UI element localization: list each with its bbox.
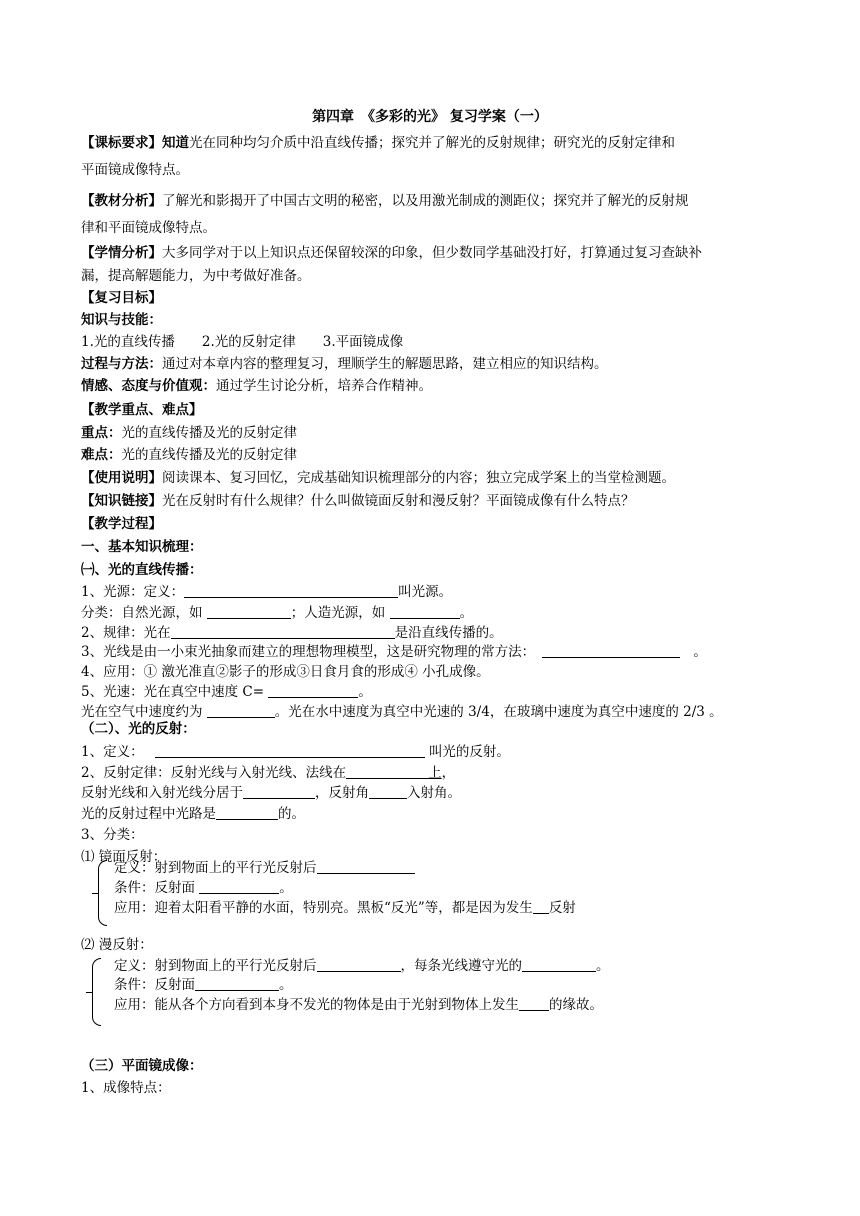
teaching-process-heading: 【教学过程】 bbox=[81, 516, 162, 532]
diffuse-reflection-heading: ⑵ 漫反射： bbox=[81, 937, 153, 953]
page-title: 第四章 《多彩的光》 复习学案（一） bbox=[312, 109, 548, 125]
specular-brace bbox=[98, 860, 107, 926]
blank-specular-result[interactable] bbox=[317, 860, 415, 874]
blank-reflection-definition[interactable] bbox=[155, 744, 425, 758]
knowledge-skills-label: 知识与技能： bbox=[81, 312, 162, 328]
specular-application: 应用：迎着太阳看平静的水面，特别亮。黑板“反光”等，都是因为发生 反射 bbox=[114, 900, 576, 916]
propagation-rule: 2、规律：光在 是沿直线传播的。 bbox=[81, 625, 503, 641]
blank-light-speed[interactable] bbox=[268, 684, 358, 698]
blank-natural-source[interactable] bbox=[207, 605, 291, 619]
classification-line: 3、分类： bbox=[81, 827, 144, 843]
blank-diffuse-surface[interactable] bbox=[195, 977, 279, 991]
student-analysis-line-1: 【学情分析】大多同学对于以上知识点还保留较深的印象，但少数同学基础没打好，打算通过复习查缺补 bbox=[81, 245, 702, 261]
blank-specular-type[interactable] bbox=[533, 900, 549, 914]
speed-of-light-vacuum: 5、光速：光在真空中速度 C= 。 bbox=[81, 684, 372, 700]
difficult-point-line: 难点：光的直线传播及光的反射定律 bbox=[81, 447, 297, 463]
blank-angle-relation[interactable] bbox=[369, 785, 407, 799]
blank-light-source[interactable] bbox=[184, 584, 398, 598]
reflection-law-line-1: 2、反射定律：反射光线与入射光线、法线在 上， bbox=[81, 765, 456, 781]
blank-diffuse-type[interactable] bbox=[519, 997, 549, 1011]
blank-path-reversible[interactable] bbox=[216, 806, 278, 820]
process-method-line: 过程与方法：通过对本章内容的整理复习，理顺学生的解题思路，建立相应的知识结构。 bbox=[81, 356, 608, 372]
key-point-line: 重点：光的直线传播及光的反射定律 bbox=[81, 425, 297, 441]
knowledge-skills-items: 1.光的直线传播 2.光的反射定律 3.平面镜成像 bbox=[81, 334, 404, 350]
reflection-law-line-2: 反射光线和入射光线分居于 ，反射角 入射角。 bbox=[81, 785, 461, 801]
blank-air-speed[interactable] bbox=[207, 704, 275, 718]
key-points-heading: 【教学重点、难点】 bbox=[81, 402, 203, 418]
textbook-analysis-line-2: 律和平面镜成像特点。 bbox=[81, 220, 216, 236]
diffuse-brace bbox=[92, 958, 101, 1026]
blank-specular-surface[interactable] bbox=[199, 880, 279, 894]
light-source-definition: 1、光源：定义： 叫光源。 bbox=[81, 584, 453, 600]
blank-diffuse-law[interactable] bbox=[522, 958, 596, 972]
blank-diffuse-result[interactable] bbox=[317, 958, 401, 972]
attitude-values-line: 情感、态度与价值观：通过学生讨论分析，培养合作精神。 bbox=[81, 378, 432, 394]
imaging-features-line: 1、成像特点： bbox=[81, 1080, 171, 1096]
student-analysis-line-2: 漏，提高解题能力，为中考做好准备。 bbox=[81, 268, 311, 284]
textbook-analysis-line-1: 【教材分析】了解光和影揭开了中国古文明的秘密，以及用激光制成的测距仪；探究并了解光的反射规 bbox=[81, 193, 689, 209]
subsection-rectilinear-propagation: ㈠、光的直线传播： bbox=[81, 562, 203, 578]
usage-instructions-line: 【使用说明】阅读课本、复习回忆，完成基础知识梳理部分的内容；独立完成学案上的当堂检测题。 bbox=[81, 470, 675, 486]
review-goals-heading: 【复习目标】 bbox=[81, 290, 162, 306]
subsection-plane-mirror: （三）平面镜成像： bbox=[81, 1058, 203, 1074]
blank-artificial-source[interactable] bbox=[390, 605, 460, 619]
reflection-definition: 1、定义： 叫光的反射。 bbox=[81, 744, 510, 760]
diffuse-application: 应用：能从各个方向看到本身不发光的物体是由于光射到物体上发生 的缘故。 bbox=[114, 997, 603, 1013]
specular-reflection-heading: ⑴ 镜面反射： bbox=[81, 849, 167, 865]
diffuse-definition: 定义：射到物面上的平行光反射后 ，每条光线遵守光的 。 bbox=[114, 958, 610, 974]
light-ray-model: 3、光线是由一小束光抽象而建立的理想物理模型，这是研究物理的常方法： 。 bbox=[81, 644, 707, 660]
subsection-reflection: （二）、光的反射： bbox=[81, 721, 196, 737]
blank-research-method[interactable] bbox=[542, 644, 680, 658]
curriculum-requirement-line-2: 平面镜成像特点。 bbox=[81, 162, 189, 178]
blank-normal-sides[interactable] bbox=[243, 785, 315, 799]
specular-condition: 条件：反射面 。 bbox=[114, 880, 293, 896]
section-basic-knowledge: 一、基本知识梳理： bbox=[81, 539, 203, 555]
diffuse-condition: 条件：反射面 。 bbox=[114, 977, 293, 993]
knowledge-link-line: 【知识链接】光在反射时有什么规律？什么叫做镜面反射和漫反射？平面镜成像有什么特点？ bbox=[81, 493, 635, 509]
blank-propagation-medium[interactable] bbox=[171, 625, 395, 639]
specular-definition: 定义：射到物面上的平行光反射后 bbox=[114, 859, 415, 877]
applications-line: 4、应用：① 激光准直②影子的形成③日食月食的形成④ 小孔成像。 bbox=[81, 664, 490, 680]
light-source-classification: 分类：自然光源，如 ；人造光源，如 。 bbox=[81, 605, 474, 621]
blank-same-plane[interactable] bbox=[346, 765, 428, 779]
speed-of-light-media: 光在空气中速度约为 。光在水中速度为真空中光速的 3/4，在玻璃中速度为真空中速度的 2/3 。 bbox=[81, 704, 723, 720]
curriculum-requirement-line-1: 【课标要求】知道光在同种均匀介质中沿直线传播；探究并了解光的反射规律；研究光的反射定律和 bbox=[81, 135, 675, 151]
reversible-path-line: 光的反射过程中光路是 的。 bbox=[81, 806, 305, 822]
